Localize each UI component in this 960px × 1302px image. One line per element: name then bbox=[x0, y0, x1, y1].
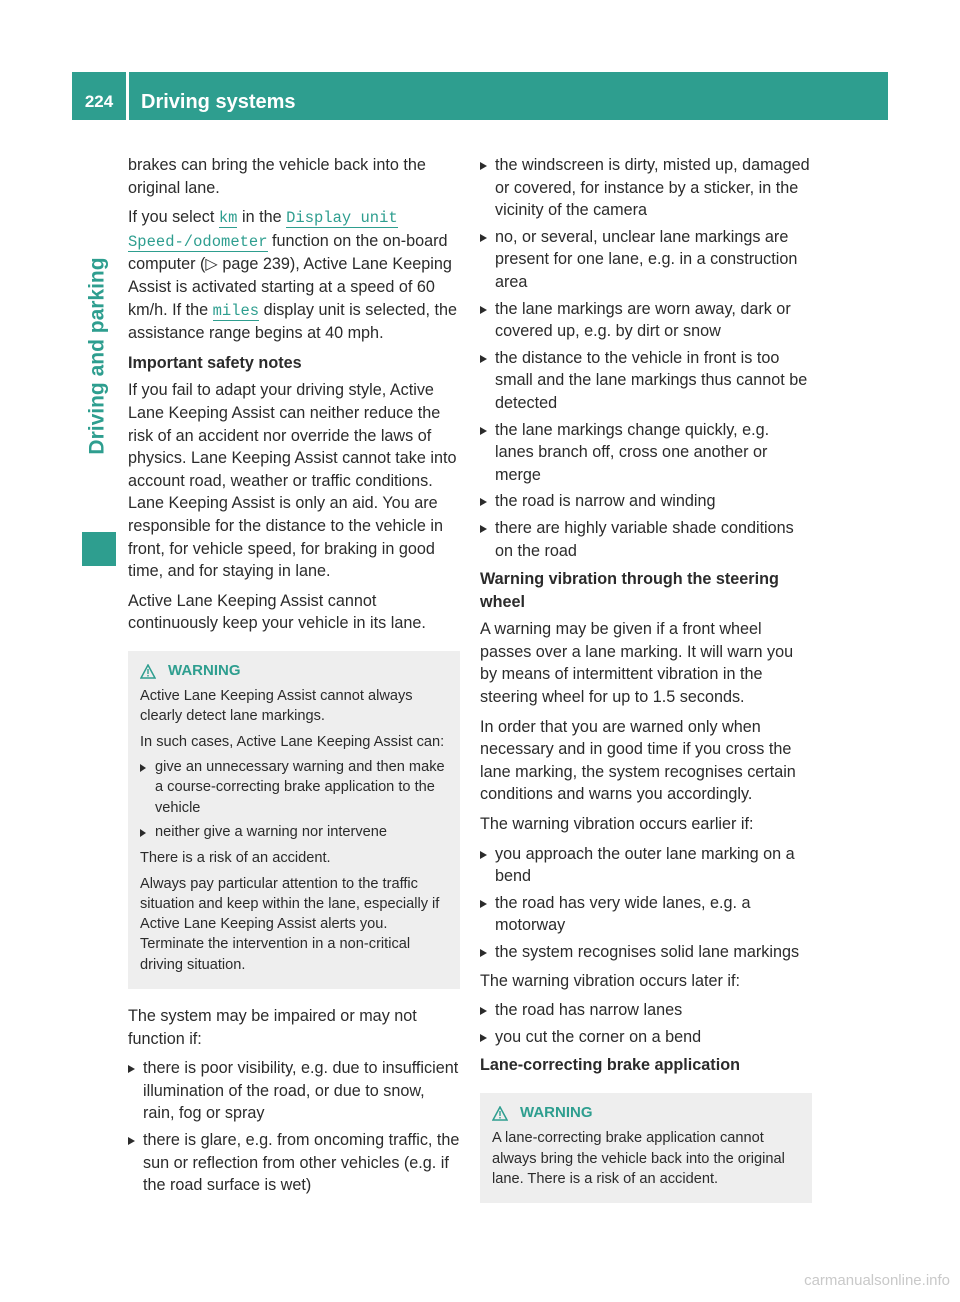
paragraph: The system may be impaired or may not function if: bbox=[128, 1007, 417, 1048]
warning-label: WARNING bbox=[168, 661, 241, 679]
list-item: the road has very wide lanes, e.g. a motorway bbox=[480, 892, 812, 937]
left-column bbox=[128, 154, 460, 1203]
text: function on the on-board computer ( bbox=[128, 231, 448, 274]
list-item: neither give a warning nor intervene bbox=[140, 822, 452, 842]
paragraph: The warning vibration occurs later if: bbox=[480, 971, 741, 990]
warning-title bbox=[492, 1103, 804, 1123]
paragraph: A warning may be given if a front wheel passes over a lane marking. It will warn you by means of intermittent vibration in the steering wheel for up to 1.5 seconds. bbox=[480, 620, 794, 707]
list-item: there are highly variable shade conditions on the road bbox=[480, 517, 812, 562]
text: If you select bbox=[128, 208, 219, 227]
warning-triangle-icon bbox=[492, 1106, 508, 1121]
warning-label: WARNING bbox=[520, 1103, 593, 1121]
text: display unit is selected, the assistance range begins at 40 mph. bbox=[128, 300, 458, 343]
list-item: the windscreen is dirty, misted up, damaged or covered, for instance by a sticker, in the vicinity of the camera bbox=[480, 154, 812, 222]
impairment-list-continued bbox=[480, 154, 812, 562]
warning-title bbox=[140, 661, 452, 681]
vibration-heading: Warning vibration through the steering wheel bbox=[480, 570, 779, 611]
brake-heading: Lane-correcting brake application bbox=[480, 1056, 740, 1075]
safety-heading: Important safety notes bbox=[128, 353, 302, 372]
warning-text: Always pay particular attention to the traffic situation and keep within the lane, especially if Active Lane Keeping Assist alerts you. Terminate the intervention in a non-critical driving situation. bbox=[140, 875, 440, 973]
list-item: there is poor visibility, e.g. due to insufficient illumination of the road, or due to snow, rain, fog or spray bbox=[128, 1057, 460, 1125]
page-number: 224 bbox=[84, 92, 114, 111]
menu-km: km bbox=[218, 209, 238, 228]
paragraph-display-unit bbox=[128, 206, 460, 345]
list-item: give an unnecessary warning and then make a course-correcting brake application to the vehicle bbox=[140, 757, 452, 818]
menu-display-unit: Display unit bbox=[286, 209, 398, 228]
list-item: the road is narrow and winding bbox=[480, 490, 812, 513]
paragraph: In order that you are warned only when necessary and in good time if you cross the lane marking, the system recognises certain conditions and warns you accordingly. bbox=[480, 717, 796, 804]
side-chapter-text: Driving and parking bbox=[86, 257, 110, 455]
list-item: the system recognises solid lane markings bbox=[480, 941, 812, 964]
warning-text: In such cases, Active Lane Keeping Assist can: bbox=[140, 733, 445, 750]
warning-text: Active Lane Keeping Assist cannot always clearly detect lane markings. bbox=[140, 688, 413, 725]
warning-text: There is a risk of an accident. bbox=[140, 850, 331, 867]
list-item: the distance to the vehicle in front is too small and the lane markings thus cannot be detected bbox=[480, 347, 812, 415]
warning-list bbox=[140, 757, 452, 842]
text: in the bbox=[237, 208, 287, 227]
list-item: the lane markings change quickly, e.g. lanes branch off, cross one another or merge bbox=[480, 419, 812, 487]
paragraph: If you fail to adapt your driving style, Active Lane Keeping Assist can neither reduce the risk of an accident nor override the laws of physics. Lane Keeping Assist cannot take into account road, weather or traffic conditions. Lane Keeping Assist is only an aid. You are responsible for the distance to the vehicle in front, for vehicle speed, for braking in good time, and for staying in lane. bbox=[128, 381, 457, 581]
header-divider bbox=[126, 72, 129, 120]
earlier-list bbox=[480, 843, 812, 964]
text: page 239), Active Lane Keeping Assist is activated starting at a speed of 60 km/h. If the bbox=[128, 255, 452, 319]
watermark: carmanualsonline.info bbox=[804, 1272, 950, 1289]
menu-miles: miles bbox=[212, 301, 260, 320]
impairment-list bbox=[128, 1057, 460, 1197]
paragraph: The warning vibration occurs earlier if: bbox=[480, 815, 754, 834]
warning-box bbox=[480, 1093, 812, 1203]
side-chapter-marker bbox=[82, 532, 116, 566]
list-item: the road has narrow lanes bbox=[480, 999, 812, 1022]
paragraph: Active Lane Keeping Assist cannot continuously keep your vehicle in its lane. bbox=[128, 591, 426, 633]
list-item: the lane markings are worn away, dark or covered up, e.g. by dirt or snow bbox=[480, 298, 812, 343]
right-column bbox=[480, 154, 812, 1219]
paragraph: brakes can bring the vehicle back into the original lane. bbox=[128, 156, 426, 197]
side-chapter-label bbox=[72, 156, 124, 556]
list-item: you cut the corner on a bend bbox=[480, 1026, 812, 1049]
page-ref-arrow-icon: ▷ bbox=[205, 255, 218, 274]
list-item: you approach the outer lane marking on a bend bbox=[480, 843, 812, 888]
later-list bbox=[480, 999, 812, 1048]
warning-text: A lane-correcting brake application cannot always bring the vehicle back into the original lane. There is a risk of an accident. bbox=[492, 1130, 785, 1187]
warning-box bbox=[128, 651, 460, 989]
section-title: Driving systems bbox=[141, 91, 296, 113]
list-item: no, or several, unclear lane markings are present for one lane, e.g. in a construction area bbox=[480, 226, 812, 294]
warning-triangle-icon bbox=[140, 664, 156, 679]
list-item: there is glare, e.g. from oncoming traffic, the sun or reflection from other vehicles (e.g. if the road surface is wet) bbox=[128, 1129, 460, 1197]
menu-speed-odometer: Speed-/odometer bbox=[128, 232, 268, 251]
